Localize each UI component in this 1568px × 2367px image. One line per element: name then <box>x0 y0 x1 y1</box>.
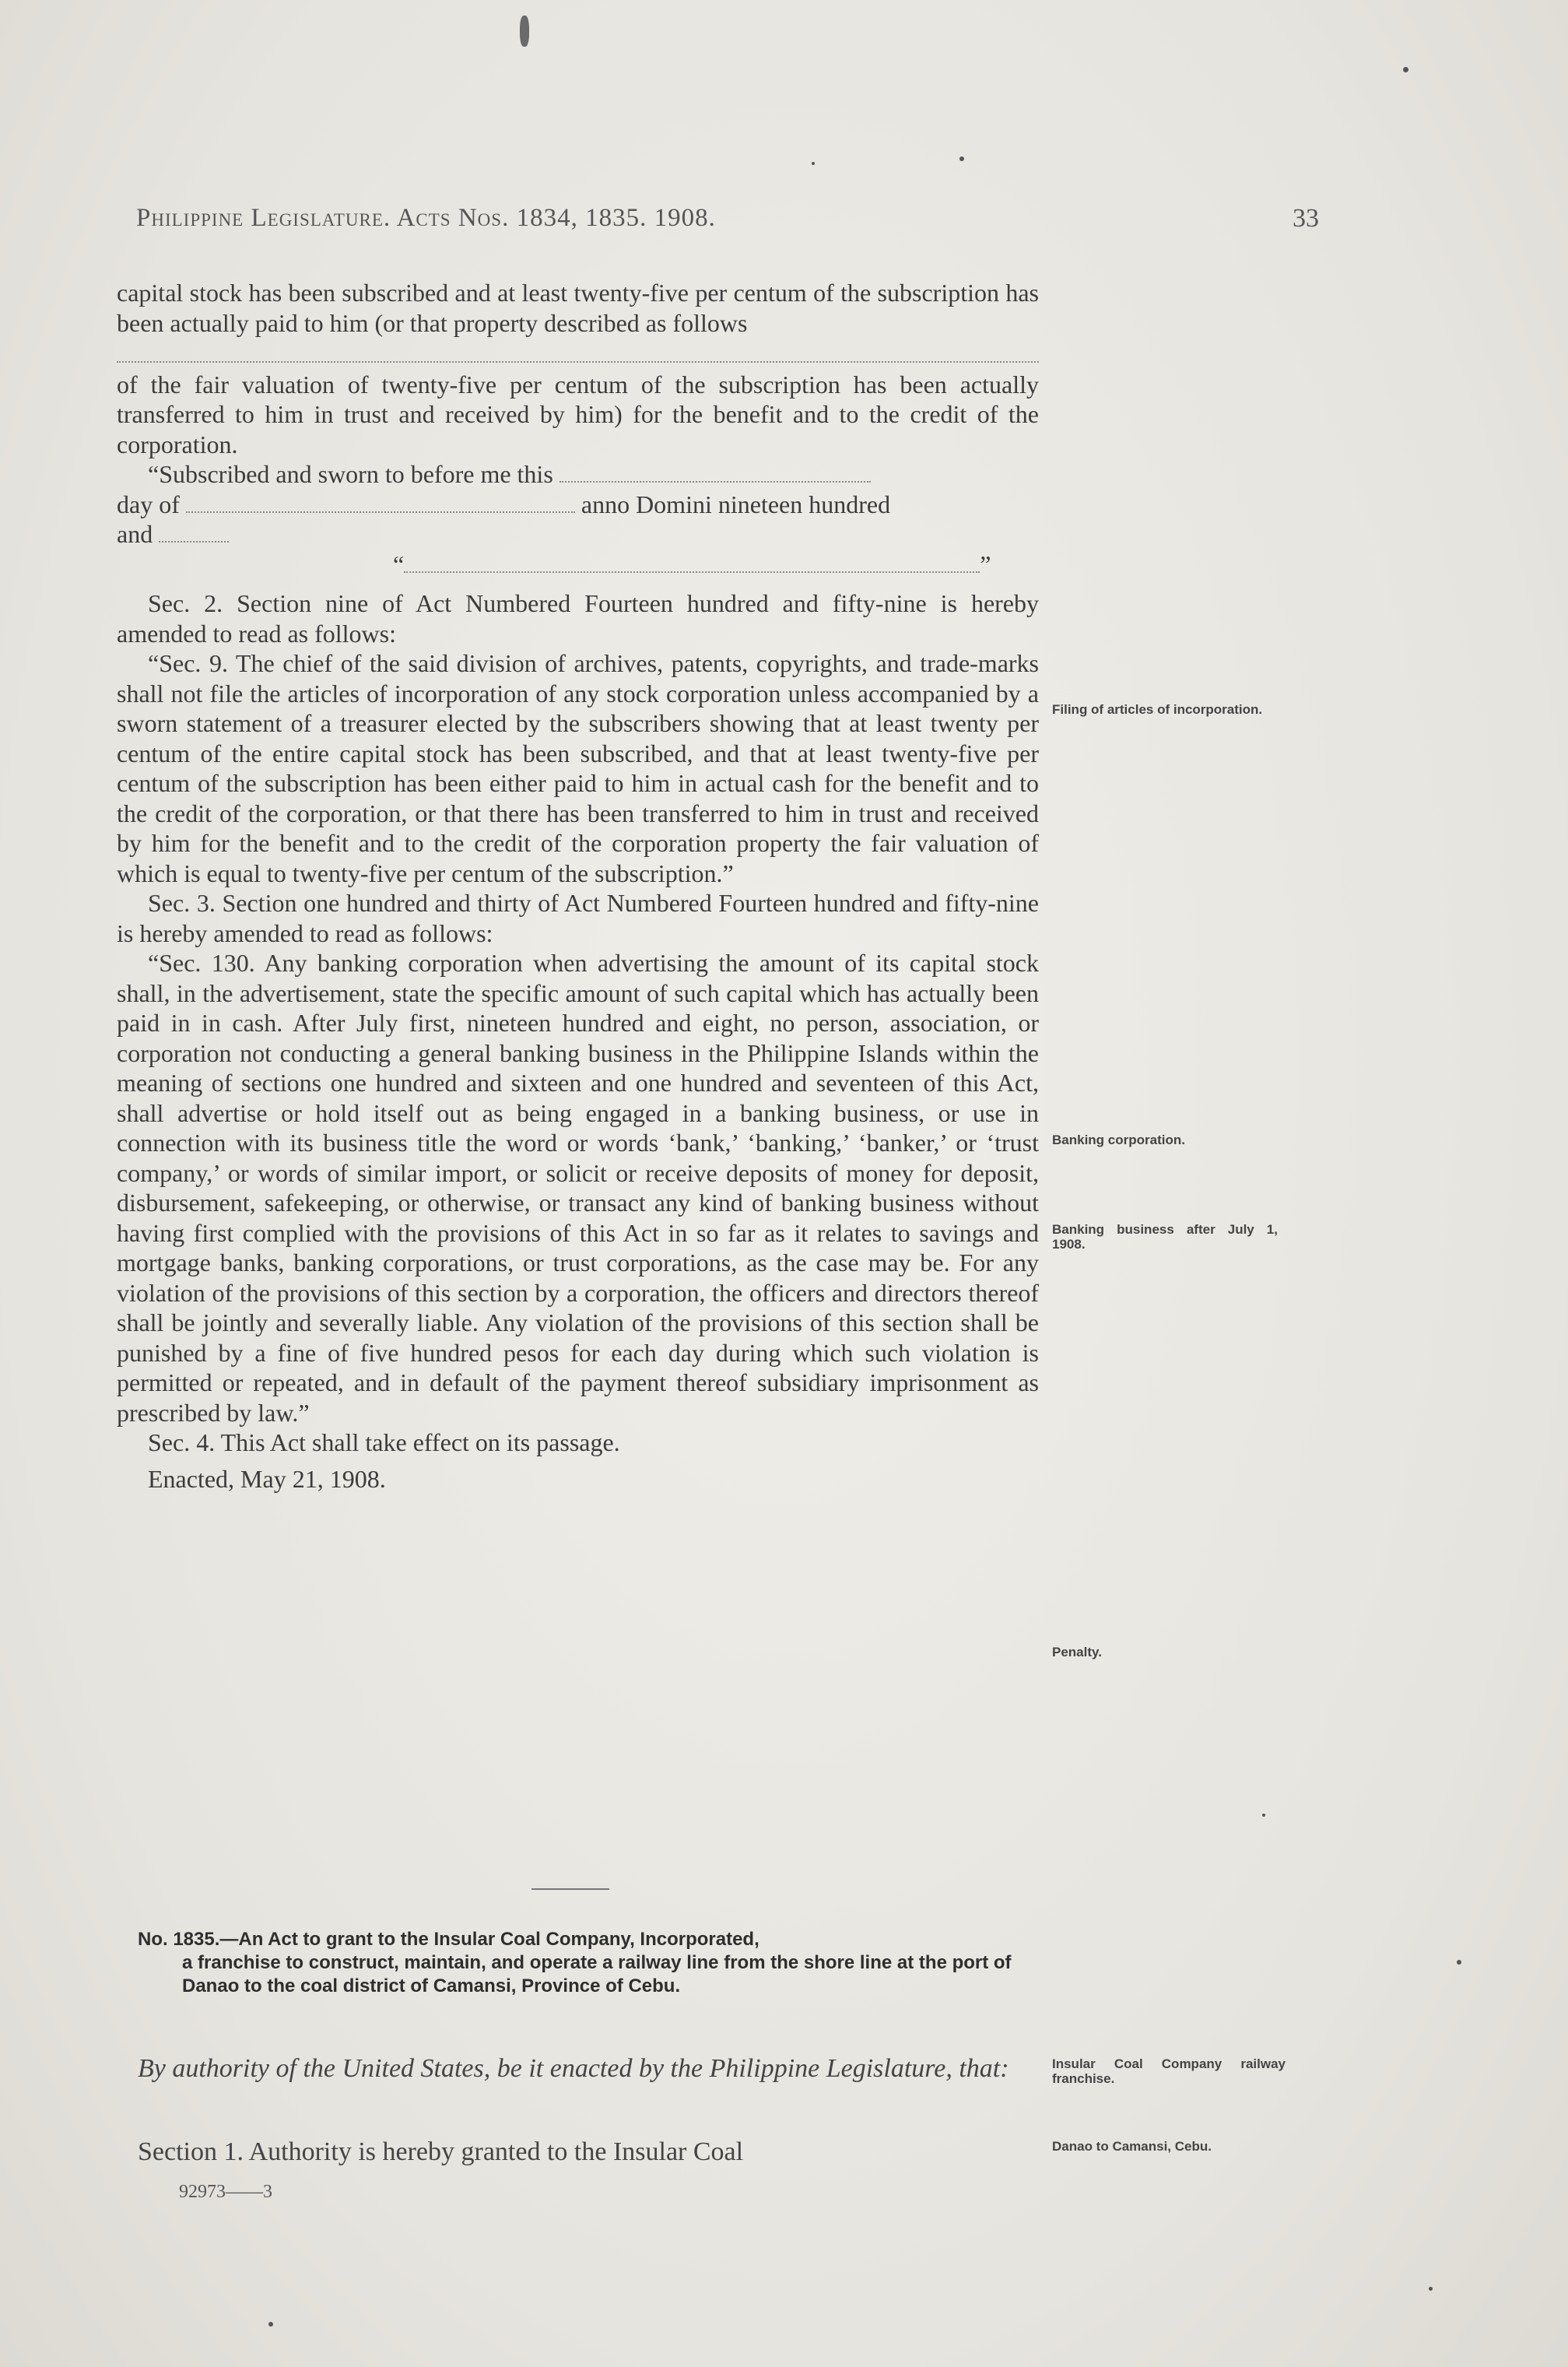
act-1835-heading-line1: No. 1835.—An Act to grant to the Insular Coal Company, Incorporated, <box>138 1929 759 1950</box>
page-header <box>136 204 1319 243</box>
dust-speck <box>1457 1960 1461 1965</box>
act-1834-body <box>117 278 1039 1494</box>
jurat-line <box>117 459 1039 490</box>
dust-speck <box>1403 67 1408 72</box>
signature-blank-line <box>117 550 1039 580</box>
enacted-date: Enacted, May 21, 1908. <box>148 1464 386 1493</box>
anno-domini-text: anno Domini nineteen hundred <box>581 490 891 518</box>
blank-dotted-line <box>117 338 1039 370</box>
section-divider-rule <box>531 1888 609 1890</box>
open-quote: “ <box>393 550 405 578</box>
printer-signature-mark: 92973——3 <box>179 2182 272 2202</box>
dust-speck <box>1262 1814 1265 1817</box>
running-head: Philippine Legislature. Acts Nos. 1834, 1835. 1908. <box>136 204 716 232</box>
act-1835-section-1: Section 1. Authority is hereby granted to the Insular Coal <box>138 2137 744 2166</box>
dust-speck <box>812 162 815 165</box>
section-9-text: “Sec. 9. The chief of the said division of archives, patents, copyrights, and trade-marks shall not file the articles of incorporation of any stock corporation unless accompanied by a sworn statement of a treasurer elected by the subscribers showing that at least twenty per centum of the entire capital stock has been subscribed, and that at least twenty-five per centum of the subscription has been either paid to him in actual cash for the benefit and to the credit of the corporation, or that there has been transferred to him in trust and received by him for the benefit and to the credit of the corporation property the fair valuation of which is equal to twenty-five per centum of the subscription.” <box>117 649 1039 887</box>
page-number: 33 <box>1293 204 1319 233</box>
jurat-and-line <box>117 519 1039 550</box>
section-2-intro: Sec. 2. Section nine of Act Numbered Fourteen hundred and fifty-nine is hereby amended to read as follows: <box>117 589 1039 648</box>
dust-speck <box>1429 2287 1433 2291</box>
act-1835-heading-rest: a franchise to construct, maintain, and operate a railway line from the shore line at the port of Danao to the coal district of Camansi, Province of Cebu. <box>182 1952 1012 1996</box>
body-paragraph-2: of the fair valuation of twenty-five per centum of the subscription has been actually transferred to him in trust and received by him) for the benefit and to the credit of the corporation. <box>117 370 1039 458</box>
day-of-text: day of <box>117 490 180 518</box>
margin-note-banking-corporation: Banking corporation. <box>1052 1133 1185 1147</box>
and-text: and <box>117 520 153 548</box>
margin-note-insular: Insular Coal Company railway franchise. <box>1052 2056 1286 2086</box>
section-4-text: Sec. 4. This Act shall take effect on its passage. <box>148 1428 620 1456</box>
jurat-text: “Subscribed and sworn to before me this <box>148 460 553 488</box>
close-quote: ” <box>980 550 991 578</box>
margin-note-banking-after: Banking business after July 1, 1908. <box>1052 1222 1278 1252</box>
margin-note-filing: Filing of articles of incorporation. <box>1052 702 1263 717</box>
margin-note-penalty: Penalty. <box>1052 1645 1102 1659</box>
dust-speck <box>959 156 964 161</box>
body-paragraph-1: capital stock has been subscribed and at least twenty-five per centum of the subscription has been actually paid to him (or that property described as follows <box>117 279 1039 337</box>
act-1835-heading <box>138 1928 1040 1998</box>
enacting-clause: By authority of the United States, be it enacted by the Philippine Legislature, that: <box>138 2054 1009 2083</box>
section-130-text: “Sec. 130. Any banking corporation when advertising the amount of its capital stock shall, in the advertisement, state the specific amount of such capital which has actually been paid in in cash. After July first, nineteen hundred and eight, no person, association, or corporation not conducting a general banking business in the Philippine Islands within the meaning of sections one hundred and sixteen and one hundred and seventeen of this Act, shall advertise or hold itself out as being engaged in a banking business, or use in connection with its business title the word or words ‘bank,’ ‘banking,’ ‘banker,’ or ‘trust company,’ or words of similar import, or solicit or receive deposits of money for deposit, disbursement, safekeeping, or otherwise, or transact any kind of banking business without having first complied with the provisions of this Act in so far as it relates to savings and mortgage banks, banking corporations, or trust corporations, as the case may be. For any violation of the provisions of this section by a corporation, the officers and directors thereof shall be jointly and severally liable. Any violation of the provisions of this section shall be punished by a fine of five hundred pesos for each day during which such violation is permitted or repeated, and in default of the payment thereof subsidiary imprisonment as prescribed by law.” <box>117 949 1039 1427</box>
dust-speck <box>268 2322 273 2327</box>
jurat-day-line <box>117 490 1039 520</box>
ink-blot <box>520 16 529 47</box>
margin-note-danao: Danao to Camansi, Cebu. <box>1052 2139 1212 2154</box>
section-3-intro: Sec. 3. Section one hundred and thirty of Act Numbered Fourteen hundred and fifty-nine is hereby amended to read as follows: <box>117 889 1039 947</box>
